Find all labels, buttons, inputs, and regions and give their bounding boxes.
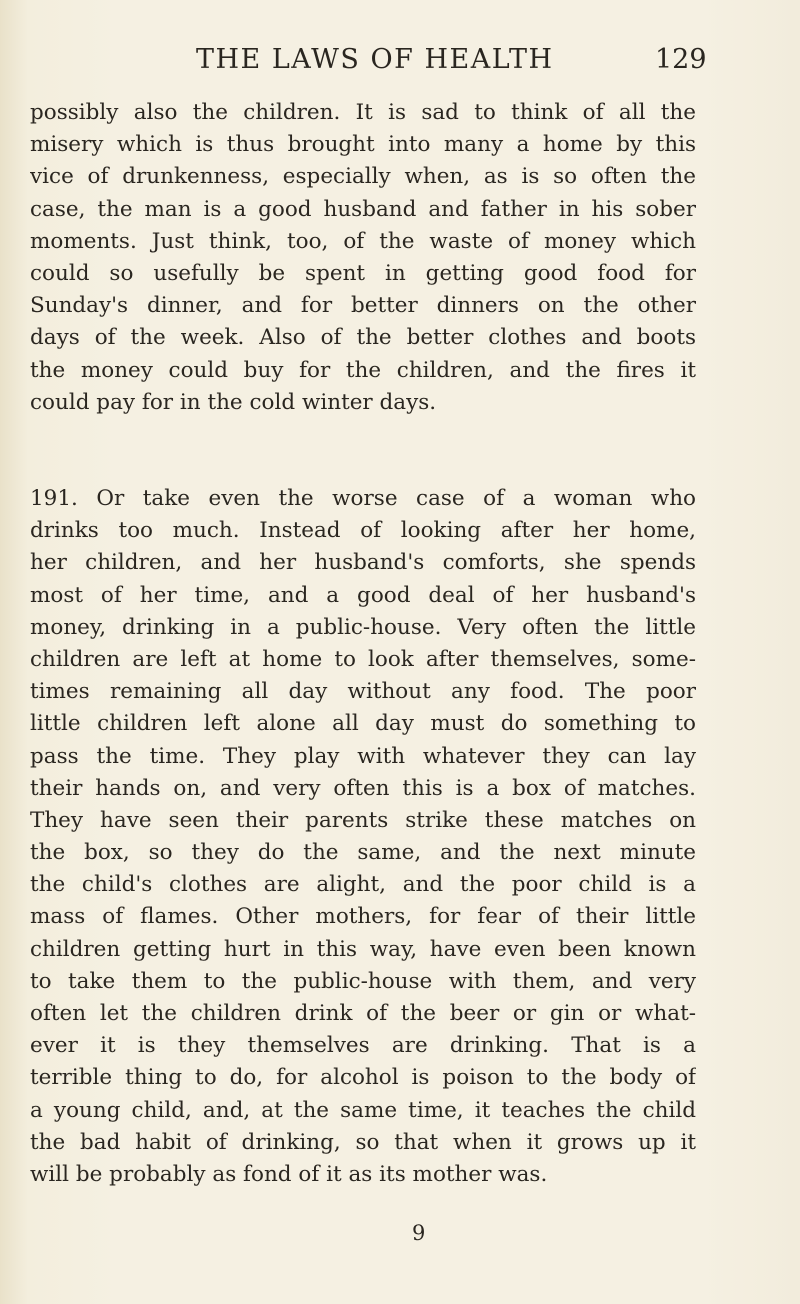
text-line: case, the man is a good husband and father in his sober — [30, 196, 696, 222]
text-line: drinks too much. Instead of looking after her home, — [30, 518, 696, 544]
text-line: most of her time, and a good deal of her husband's — [30, 582, 696, 608]
text-line: money, drinking in a public-house. Very often the little — [30, 614, 696, 640]
text-line: ever it is they themselves are drinking. That is a — [30, 1033, 696, 1059]
text-line: They have seen their parents strike these matches on — [30, 807, 696, 833]
running-header — [0, 40, 800, 80]
text-line: could so usefully be spent in getting good food for — [30, 260, 696, 286]
text-line: terrible thing to do, for alcohol is poison to the body of — [30, 1065, 696, 1091]
text-line: often let the children drink of the beer or gin or what- — [30, 1001, 696, 1026]
text-line: vice of drunkenness, especially when, as is so often the — [30, 164, 696, 190]
text-line: little children left alone all day must do something to — [30, 711, 696, 737]
text-line: mass of flames. Other mothers, for fear of their little — [30, 904, 696, 930]
paragraph-2 — [30, 483, 696, 1191]
paragraph-1 — [30, 97, 696, 419]
text-line: a young child, and, at the same time, it teaches the child — [30, 1097, 696, 1123]
page-number: 129 — [655, 44, 707, 75]
text-line: days of the week. Also of the better clothes and boots — [30, 325, 696, 351]
text-line: times remaining all day without any food. The poor — [30, 679, 696, 705]
text-line: possibly also the children. It is sad to think of all the — [30, 100, 696, 125]
text-line: the box, so they do the same, and the next minute — [30, 840, 696, 866]
text-line: pass the time. They play with whatever they can lay — [30, 743, 696, 769]
text-line: children getting hurt in this way, have even been known — [30, 936, 696, 962]
text-line: Sunday's dinner, and for better dinners on the other — [30, 293, 696, 319]
text-line: could pay for in the cold winter days. — [30, 389, 437, 415]
text-line: will be probably as fond of it as its mother was. — [30, 1161, 548, 1187]
running-title: THE LAWS OF HEALTH — [196, 44, 554, 75]
text-line: her children, and her husband's comforts, she spends — [30, 550, 696, 576]
text-line: misery which is thus brought into many a home by this — [30, 132, 696, 158]
text-line: to take them to the public-house with them, and very — [30, 968, 696, 994]
signature-mark: 9 — [412, 1221, 426, 1245]
text-line: 191. Or take even the worse case of a woman who — [30, 486, 696, 511]
text-line: children are left at home to look after themselves, some- — [30, 646, 696, 672]
text-line: their hands on, and very often this is a box of matches. — [30, 775, 696, 801]
text-line: the child's clothes are alight, and the poor child is a — [30, 872, 696, 898]
text-line: the money could buy for the children, and the fires it — [30, 357, 696, 383]
text-line: moments. Just think, too, of the waste of money which — [30, 228, 696, 254]
text-line: the bad habit of drinking, so that when it grows up it — [30, 1129, 696, 1155]
